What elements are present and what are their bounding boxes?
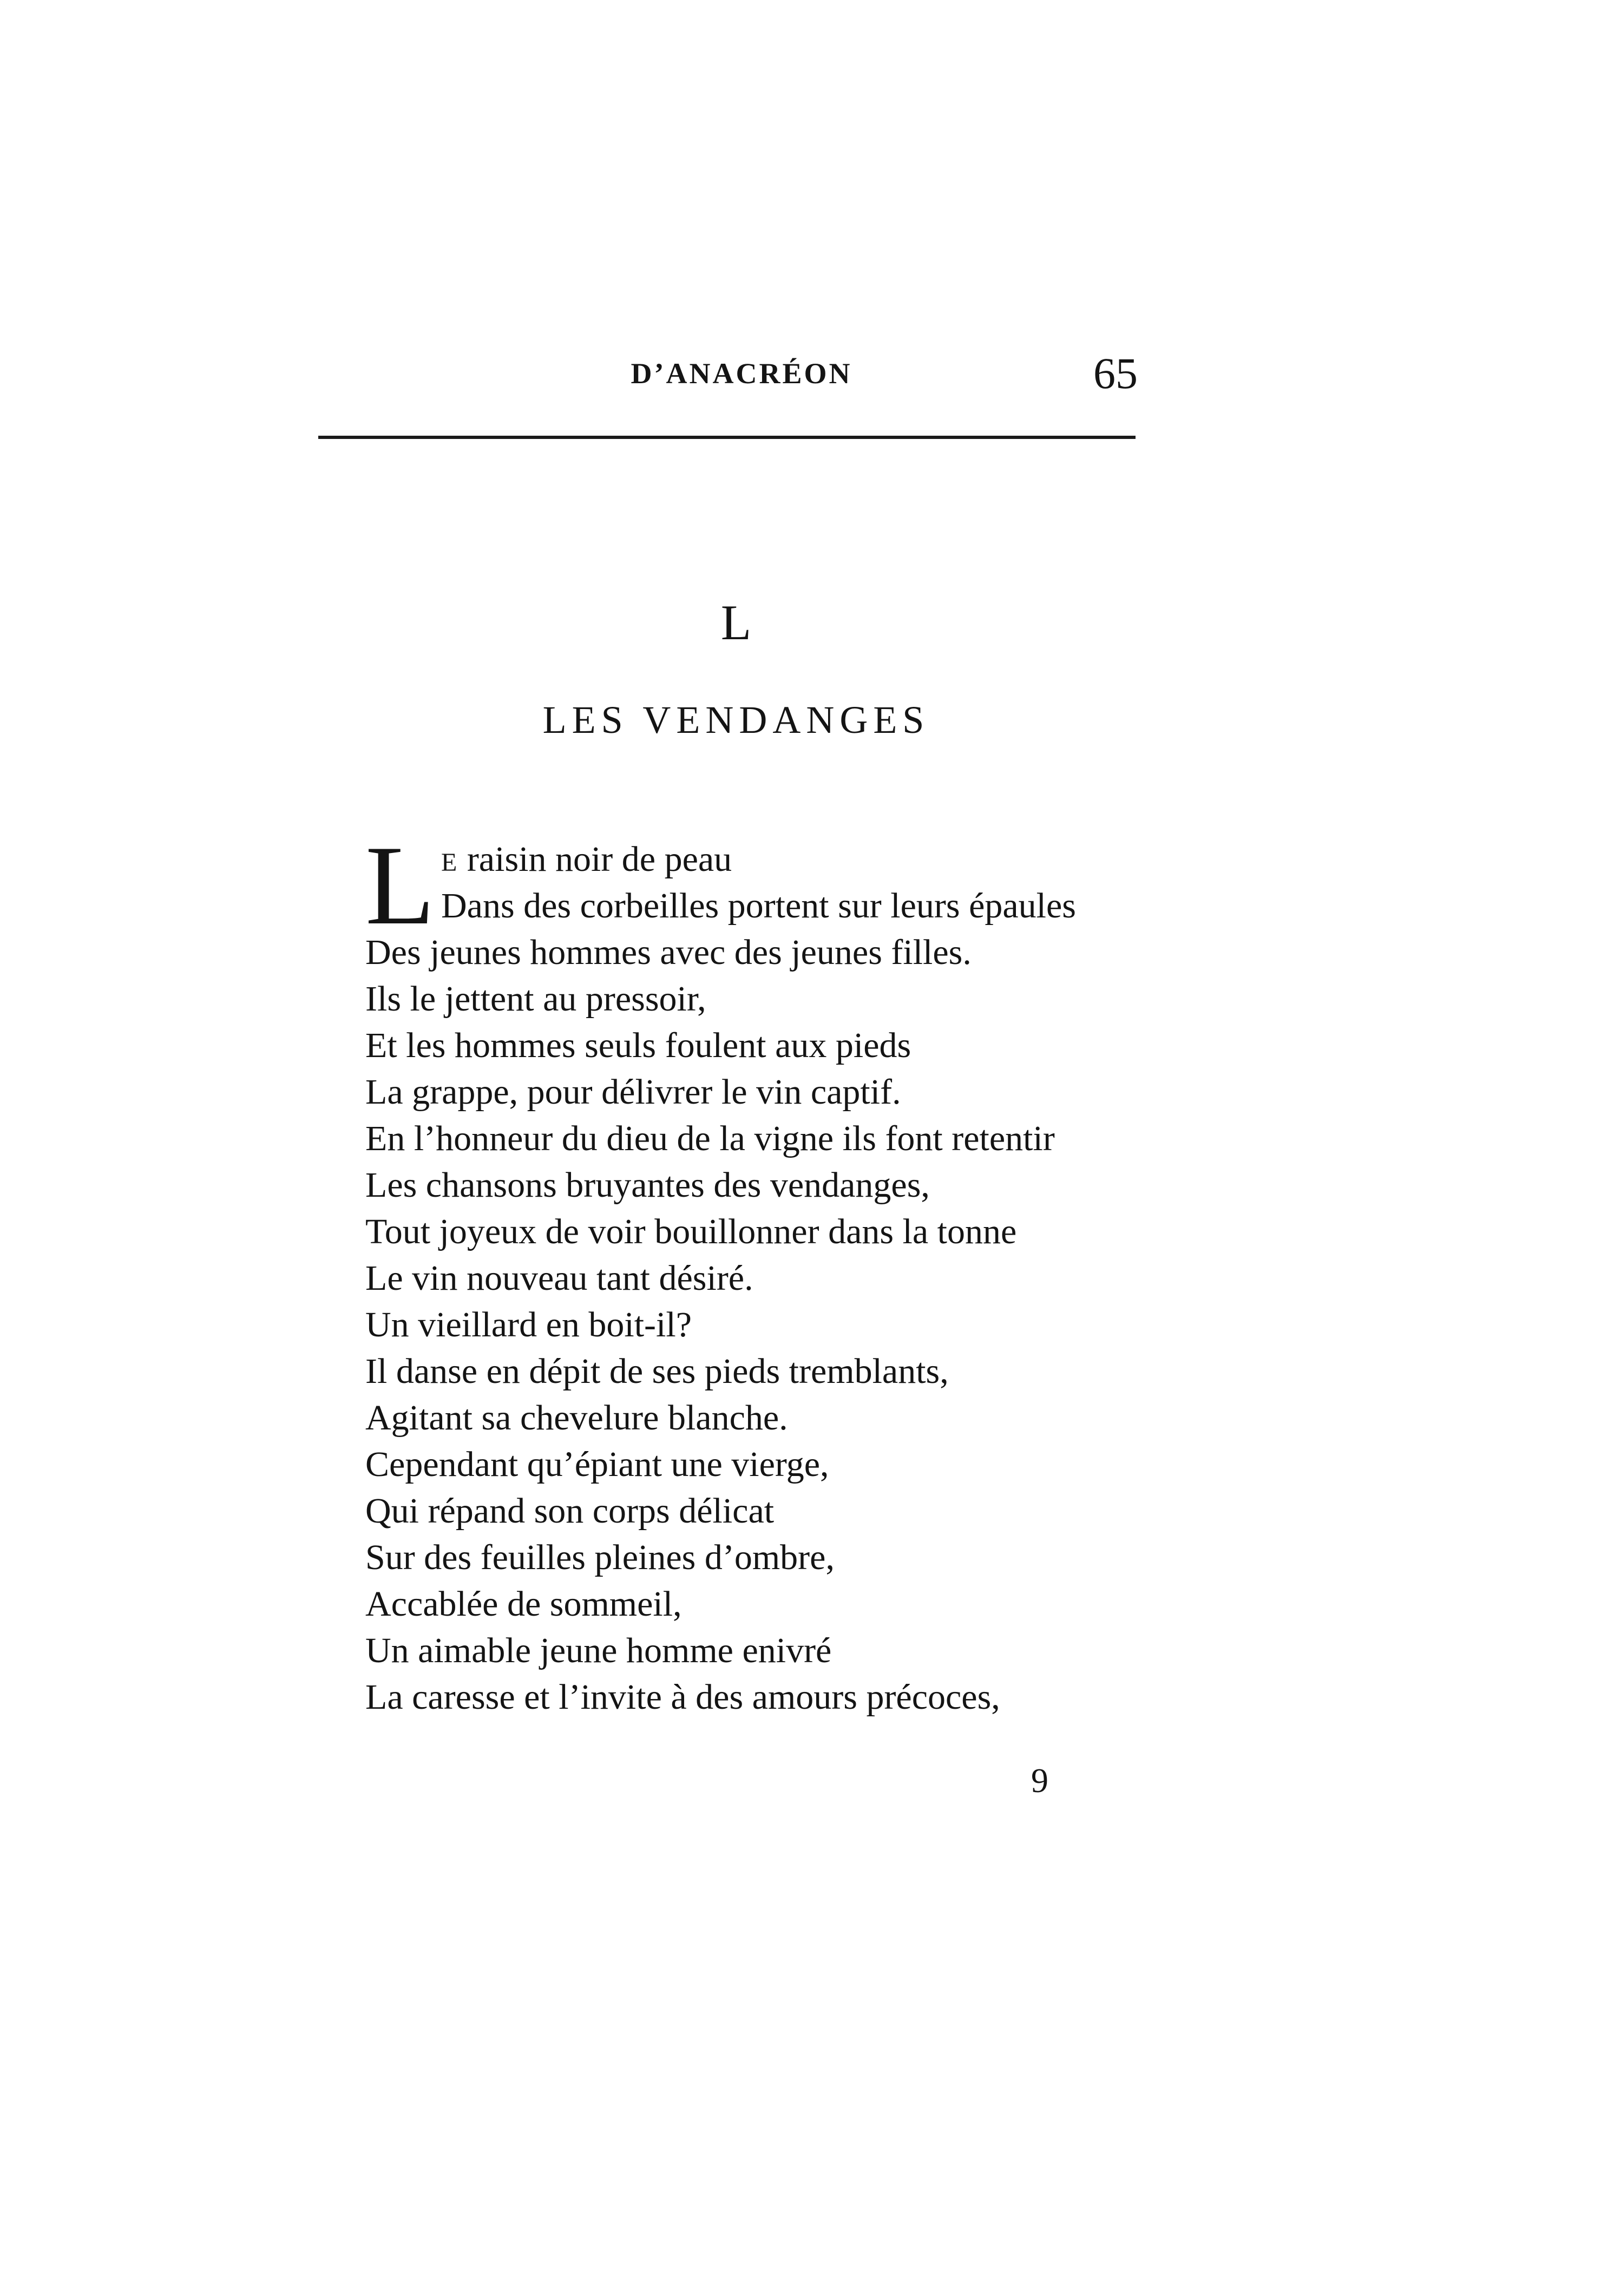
poem-line: Accablée de sommeil, <box>365 1584 682 1624</box>
poem-line: En l’honneur du dieu de la vigne ils font retentir <box>365 1119 1055 1158</box>
header-rule <box>318 436 1136 439</box>
poem-line: Dans des corbeilles portent sur leurs épaules <box>441 886 1076 926</box>
poem-line: Les chansons bruyantes des vendanges, <box>365 1165 930 1205</box>
poem-line: Le vin nouveau tant désiré. <box>365 1258 753 1298</box>
page-number: 65 <box>1093 349 1138 398</box>
poem-line: Cependant qu’épiant une vierge, <box>365 1445 829 1484</box>
drop-cap: L <box>365 823 435 948</box>
first-line-text: raisin noir de peau <box>458 839 732 879</box>
poem-title: LES VENDANGES <box>542 698 930 742</box>
poem-number: L <box>720 595 752 650</box>
running-title: D’ANACRÉON <box>631 357 852 390</box>
poem-line: Agitant sa chevelure blanche. <box>365 1398 788 1438</box>
poem-line: Ils le jettent au pressoir, <box>365 979 706 1019</box>
poem-line: Et les hommes seuls foulent aux pieds <box>365 1026 911 1065</box>
poem-line: Sur des feuilles pleines d’ombre, <box>365 1538 835 1577</box>
poem-body <box>365 823 1210 1721</box>
poem-line: Qui répand son corps délicat <box>365 1491 775 1531</box>
poem-line: La grappe, pour délivrer le vin captif. <box>365 1072 901 1112</box>
poem-line: Des jeunes hommes avec des jeunes filles. <box>365 933 972 972</box>
poem-line: Un aimable jeune homme enivré <box>365 1631 832 1670</box>
first-line-smallcap: E <box>441 848 458 877</box>
poem-line: Tout joyeux de voir bouillonner dans la tonne <box>365 1212 1017 1251</box>
poem-line: La caresse et l’invite à des amours précoces, <box>365 1677 1000 1717</box>
poem-line: Un vieillard en boit-il? <box>365 1305 692 1344</box>
signature-mark: 9 <box>1031 1761 1048 1800</box>
poem-line: Il danse en dépit de ses pieds tremblants, <box>365 1352 949 1391</box>
